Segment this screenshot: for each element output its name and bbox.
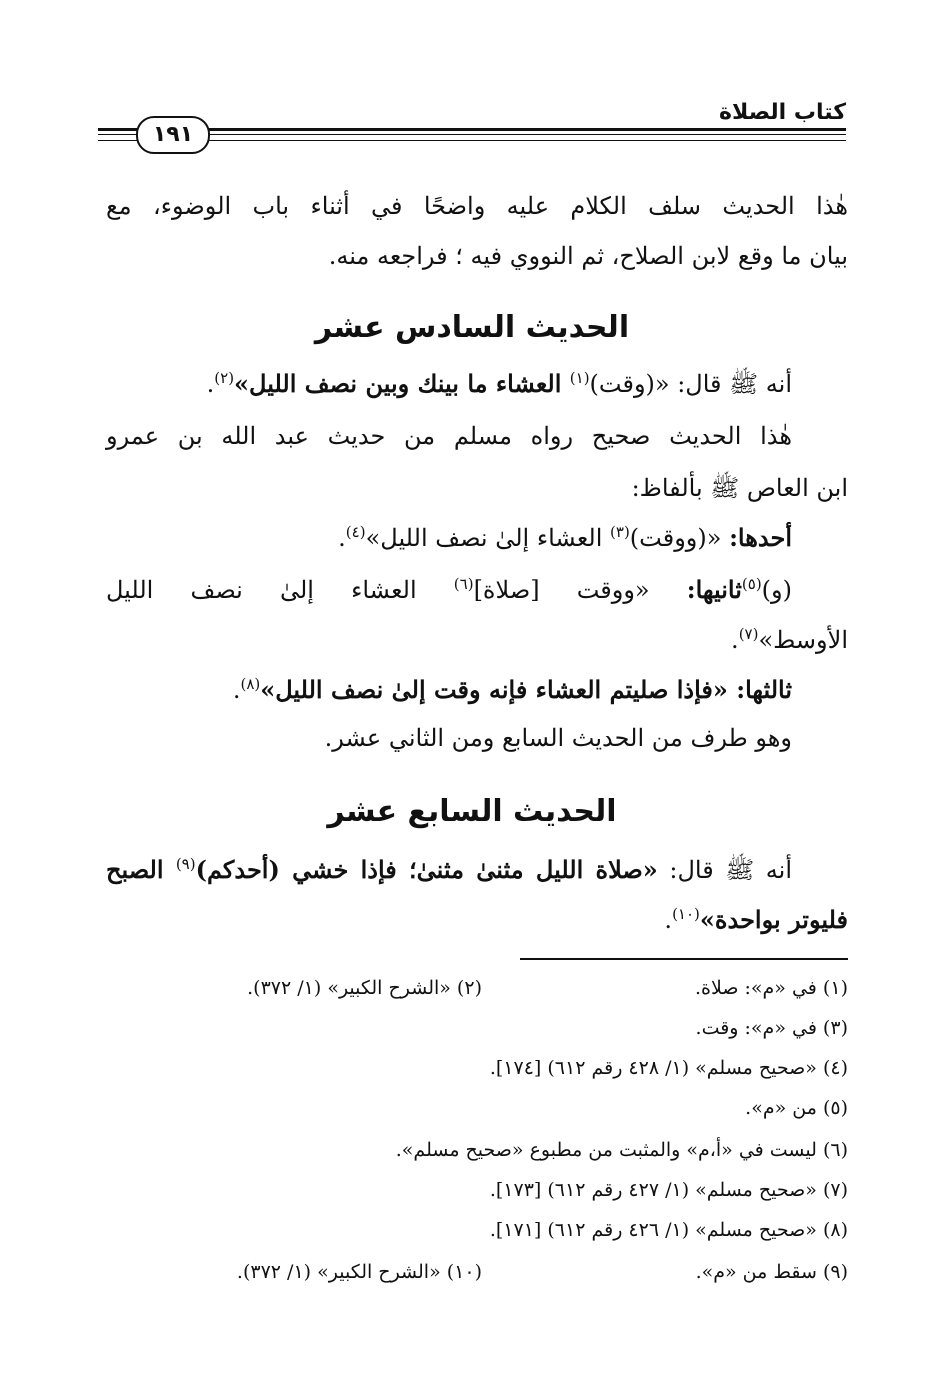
footnote-3: (٣) في «م»: وقت.: [695, 1017, 848, 1039]
quote-part: العشاء إلىٰ نصف الليل»: [365, 524, 611, 552]
quote-part: «ووقت [صلاة]: [473, 576, 687, 604]
footnote-ref-7: (٧): [738, 625, 759, 643]
hadith16-quote-prefix: أنه ﷺ قال: «(وقت): [589, 370, 792, 398]
section-heading-16: الحديث السادس عشر: [314, 310, 630, 345]
quote-part: (و): [761, 576, 792, 604]
quote-part: «فإذا صليتم العشاء فإنه وقت إلىٰ نصف الليل»: [260, 675, 737, 704]
hadith16-line-2: هٰذا الحديث صحيح رواه مسلم من حديث عبد الله بن عمرو: [106, 422, 792, 450]
hadith16-line-8: وهو طرف من الحديث السابع ومن الثاني عشر.: [324, 724, 792, 752]
quote-part: «صلاة الليل مثنىٰ مثنىٰ؛ فإذا خشي (أحدكم): [195, 855, 658, 884]
hadith17-line-2: [664, 902, 848, 938]
footnote-ref-1: (١): [569, 369, 590, 387]
footnote-ref-5: (٥): [741, 575, 762, 593]
hadith16-quote-text: العشاء ما بينك وبين نصف الليل»: [234, 369, 570, 398]
footnote-ref-9: (٩): [175, 855, 196, 873]
quote-part: الصبح: [106, 855, 176, 884]
punctuation: .: [206, 370, 215, 398]
header-rule-bottom: [98, 140, 846, 141]
punctuation: .: [338, 524, 346, 552]
header-rule-top: [98, 128, 846, 131]
footnote-ref-2: (٢): [214, 369, 235, 387]
footnote-9: (٩) سقط من «م».: [695, 1261, 848, 1283]
header-rule-middle: [98, 134, 846, 135]
footnote-ref-4: (٤): [345, 523, 366, 541]
footnote-10: (١٠) «الشرح الكبير» (١/ ٣٧٢).: [236, 1261, 482, 1283]
punctuation: .: [664, 906, 673, 934]
quote-part: فليوتر بواحدة»: [699, 905, 848, 934]
section-heading-17: الحديث السابع عشر: [327, 794, 617, 829]
footnote-6: (٦) ليست في «أ،م» والمثبت من مطبوع «صحيح مسلم».: [395, 1139, 848, 1161]
label-third: ثالثها:: [736, 675, 792, 704]
quote-part: العشاء إلىٰ نصف الليل: [106, 576, 454, 604]
footnote-1: (١) في «م»: صلاة.: [695, 977, 848, 999]
footnote-8: (٨) «صحيح مسلم» (١/ ٤٢٦ رقم ٦١٢) [١٧١].: [489, 1219, 848, 1241]
footnote-ref-3: (٣): [610, 523, 630, 541]
label-second: ثانيها:: [686, 575, 742, 604]
hadith16-line-1: [207, 366, 792, 402]
quote-part: الأوسط»: [758, 626, 848, 654]
punctuation: .: [232, 676, 241, 704]
hadith17-line-1: [106, 852, 792, 888]
quote-prefix: أنه ﷺ قال:: [657, 856, 792, 884]
quote-part: «(ووقت): [629, 524, 730, 552]
footnote-ref-6: (٦): [453, 575, 474, 593]
hadith16-line-6: [731, 622, 848, 658]
footnote-4: (٤) «صحيح مسلم» (١/ ٤٢٨ رقم ٦١٢) [١٧٤].: [489, 1057, 848, 1079]
hadith16-line-3: ابن العاص ﷺ بألفاظ:: [631, 474, 848, 502]
footnote-5: (٥) من «م».: [745, 1097, 848, 1119]
footnote-ref-8: (٨): [240, 675, 261, 693]
hadith16-line-7: [233, 672, 792, 708]
intro-line-1: هٰذا الحديث سلف الكلام عليه واضحًا في أثناء باب الوضوء، مع: [106, 192, 848, 220]
hadith16-line-4: [338, 520, 792, 556]
footnote-7: (٧) «صحيح مسلم» (١/ ٤٢٧ رقم ٦١٢) [١٧٣].: [489, 1179, 848, 1201]
footnote-2: (٢) «الشرح الكبير» (١/ ٣٧٢).: [247, 977, 482, 999]
punctuation: .: [731, 626, 739, 654]
footnote-ref-10: (١٠): [672, 905, 700, 923]
footnote-separator: [520, 958, 848, 960]
hadith16-line-5: [106, 572, 792, 608]
page-number: ١٩١: [136, 116, 210, 154]
intro-line-2: بيان ما وقع لابن الصلاح، ثم النووي فيه ؛ فراجعه منه.: [328, 242, 848, 270]
running-title: كتاب الصلاة: [719, 100, 846, 125]
label-first: أحدها:: [729, 523, 792, 552]
